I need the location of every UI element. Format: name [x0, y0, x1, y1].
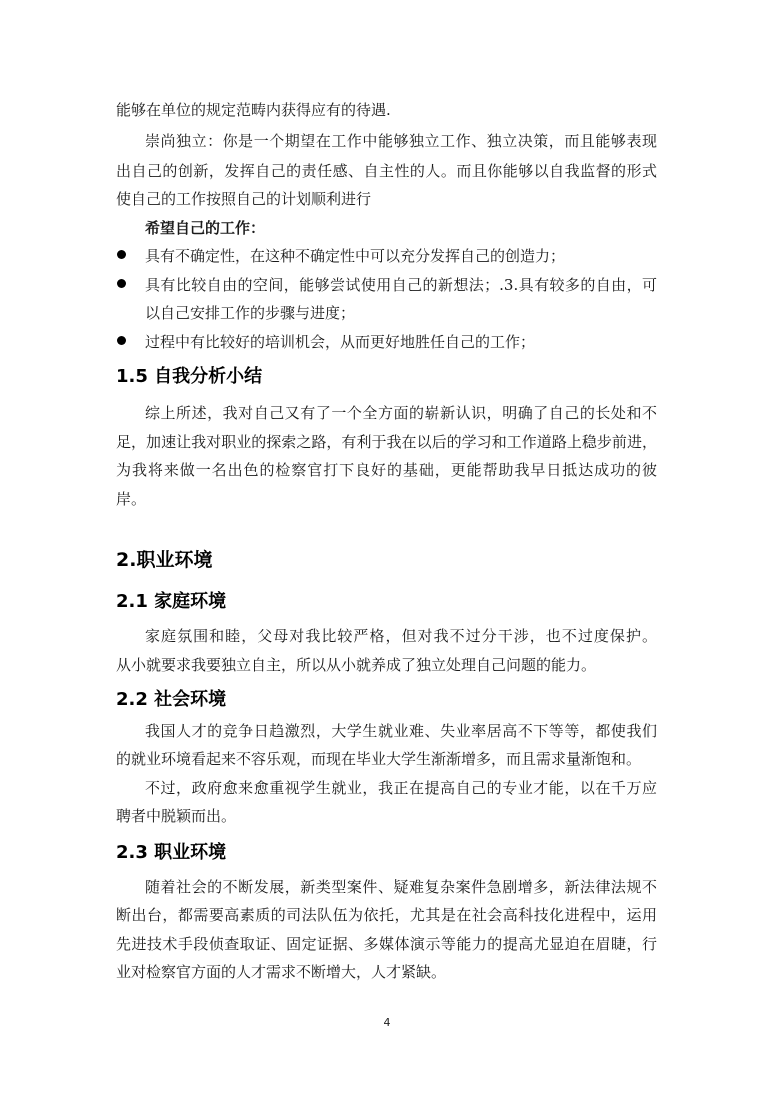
paragraph-line: 能够在单位的规定范畴内获得应有的待遇. [116, 101, 391, 119]
chapter-heading-2: 2.职业环境 [116, 549, 213, 571]
bullet-item: 具有不确定性，在这种不确定性中可以充分发挥自己的创造力； [145, 247, 566, 265]
paragraph-line: 综上所述，我对自己又有了一个全方面的崭新认识，明确了自己的长处和不 [145, 404, 657, 422]
bullet-item: 具有比较自由的空间，能够尝试使用自己的新想法；.3.具有较多的自由，可 [145, 276, 657, 294]
paragraph-line: 业对检察官方面的人才需求不断增大，人才紧缺。 [116, 963, 447, 981]
paragraph-line: 使自己的工作按照自己的计划顺利进行 [116, 190, 372, 208]
paragraph-line: 我国人才的竞争日趋激烈，大学生就业难、失业率居高不下等等，都使我们 [145, 722, 657, 740]
paragraph-line: 不过，政府愈来愈重视学生就业，我正在提高自己的专业才能，以在千万应 [145, 779, 657, 797]
paragraph-line: 为我将来做一名出色的检察官打下良好的基础，更能帮助我早日抵达成功的彼 [116, 461, 657, 479]
paragraph-line: 的就业环境看起来不容乐观，而现在毕业大学生渐渐增多，而且需求量渐饱和。 [116, 750, 642, 768]
section-heading-2-3: 2.3 职业环境 [116, 842, 227, 863]
paragraph-line: 随着社会的不断发展，新类型案件、疑难复杂案件急剧增多，新法律法规不 [145, 878, 657, 896]
wish-label: 希望自己的工作： [145, 219, 266, 237]
bullet-item-continuation: 以自己安排工作的步骤与进度； [145, 304, 356, 322]
bullet-icon [117, 336, 126, 345]
page-number: 4 [383, 1016, 391, 1029]
paragraph-line: 家庭氛围和睦，父母对我比较严格，但对我不过分干涉，也不过度保护。 [145, 627, 657, 645]
bullet-icon [117, 250, 126, 259]
paragraph-line: 足，加速让我对职业的探索之路，有利于我在以后的学习和工作道路上稳步前进， [116, 433, 657, 451]
bullet-item: 过程中有比较好的培训机会，从而更好地胜任自己的工作； [145, 333, 536, 351]
section-heading-1-5: 1.5 自我分析小结 [116, 366, 263, 387]
section-heading-2-2: 2.2 社会环境 [116, 689, 227, 710]
paragraph-line: 聘者中脱颖而出。 [116, 807, 237, 825]
paragraph-line: 从小就要求我要独立自主，所以从小就养成了独立处理自己问题的能力。 [116, 656, 597, 674]
paragraph-line: 断出台，都需要高素质的司法队伍为依托，尤其是在社会高科技化进程中，运用 [116, 906, 657, 924]
paragraph-line: 出自己的创新，发挥自己的责任感、自主性的人。而且你能够以自我监督的形式 [116, 162, 657, 180]
paragraph-line: 先进技术手段侦查取证、固定证据、多媒体演示等能力的提高尤显迫在眉睫，行 [116, 935, 657, 953]
paragraph-line: 崇尚独立：你是一个期望在工作中能够独立工作、独立决策，而且能够表现 [145, 132, 657, 150]
paragraph-line: 岸。 [116, 490, 147, 508]
bullet-icon [117, 279, 126, 288]
section-heading-2-1: 2.1 家庭环境 [116, 591, 227, 612]
